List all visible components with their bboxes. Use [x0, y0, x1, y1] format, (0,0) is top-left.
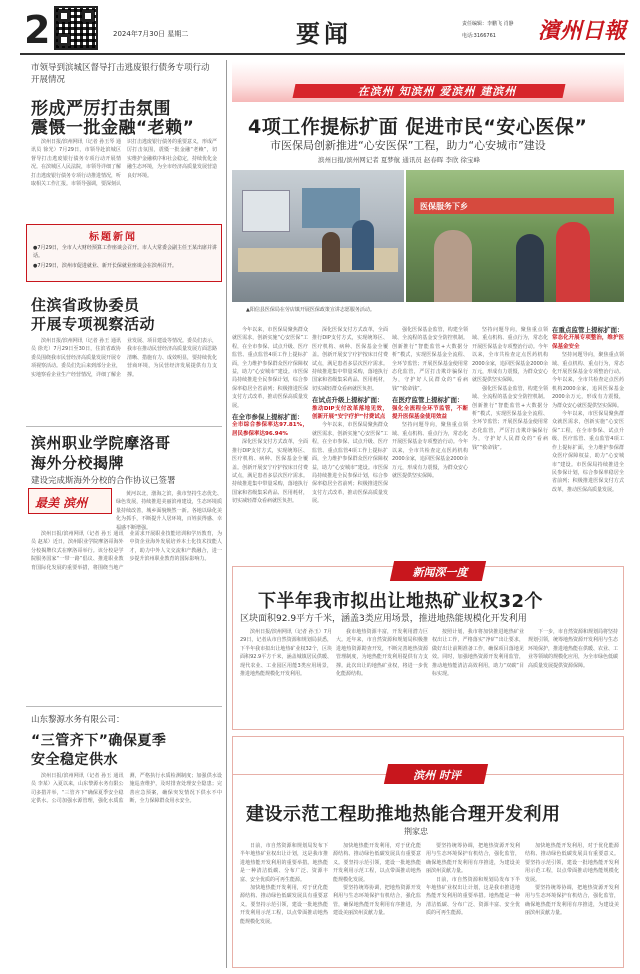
commentary-paragraph: 加快地热能开发利用，对于优化能源结构、推动绿色低碳发展具有重要意义。要坚持示范引领，建设一批地热能开发利用示范工程，以点带面推动地热能规模化发展。	[240, 885, 328, 925]
commentary-title: 建设示范工程助推地热能合理开发利用	[246, 804, 561, 825]
jiyi-paragraph: 黄河以北，渤海之滨，我市坚持生态优先、绿色发展，持续推进美丽滨州建设，生态环境质量持续改善，城乡面貌焕然一新。各地以绿化美化为抓手，不断提升人居环境，百姓获得感、幸福感不断增强。	[116, 491, 222, 531]
water-kicker: 山东黎源水务有限公司：	[31, 715, 125, 725]
news-box-item-2: ●7月29日，滨州市促进就业、新开长保就业座谈会在滨州召开。	[33, 263, 177, 269]
clinic-person	[352, 220, 374, 270]
jiyi-badge-text: 最美 滨州	[35, 496, 88, 510]
medical-subhead-2-detail: 推动DIP支付改革落地见效，创新开展“安宁疗护”付费试点	[312, 405, 388, 421]
deep-paragraph: 滨州日报/滨州网讯（记者 孙玉）7月29日，记者从市自然资源和规划局获悉，下半年我市拟出让地热矿业权32个，区块面积92.9平方千米，涵盖城镇居民供暖、现代农业、工业园区用能3类应用场景，推进地热能规模化开发利用。	[240, 629, 332, 678]
college-title-line1: 滨州职业学院摩洛哥	[31, 434, 171, 452]
water-title-line1: “三管齐下”确保夏季	[31, 733, 167, 749]
commentary-paragraph: 日前，市自然资源和规划局发布下半年地热矿业权出让计划，这是我市推进地热能开发利用的重要举措。地热能是一种清洁低碳、分布广泛、资源丰富、安全优质的可再生能源。	[240, 843, 328, 883]
commentary-badge-text: 滨州 时评	[413, 769, 461, 782]
medical-subhead-2: 在试点升级上提标扩面：	[312, 396, 384, 405]
deep-paragraph: 我市地热资源丰富，开发利用潜力巨大。近年来，市自然资源和规划局积极推进地热资源勘查开发，不断完善地热资源管理制度，为地热能开发利用提供有力支撑。此次出让的地热矿业权，将进一步优化能源结构。	[336, 629, 428, 678]
medical-title: 4项工作提标扩面 促进市民“安心医保”	[248, 116, 588, 138]
cppcc-body	[31, 337, 217, 421]
cppcc-paragraph: 滨州日报/滨州网讯（记者 孙王 通讯员 徐光）7月29日至30日，住滨省政协委员围绕我市民营经济高质量发展开展专项视察活动。委员们先后来到部分企业，实地察看企业生产经营情况，详细了解企业发展、项目建设等情况。委员们表示，我市在推动民营经济高质量发展方面思路清晰、措施有力、成效明显，要持续优化营商环境，为民营经济发展提供有力支撑。	[31, 338, 218, 378]
phone-line: 电话:3166761	[462, 33, 496, 39]
commentary-col-1	[240, 842, 328, 964]
photo-volunteers	[406, 170, 624, 302]
header-rule	[20, 53, 625, 55]
deep-paragraph: 按照计划，我市将加快推进地热矿业权出让工作，严格落实“净矿”出让要求，做好出让前期准备工作，确保项目落地见效。同时，加强地热资源开发利用监管，推动地热能清洁高效利用，助力“双碳”目标实现。	[432, 629, 524, 678]
deep-col-2	[336, 628, 428, 726]
medical-subhead-4-detail: 常态化开展专项整治，维护医保基金安全	[552, 335, 624, 350]
deep-title: 下半年我市拟出让地热矿业权32个	[258, 591, 544, 612]
water-paragraph: 滨州日报/滨州网讯（记者 孙玉 通讯员 李某）入夏以来，山东黎源水务有限公司多措并举，“三管齐下”确保夏季安全稳定供水。公司加强水源管理，强化水质监测，严格执行水质检测制度；加强供水设施巡查维护，及时排查处理安全隐患；完善应急预案，确保突发情况下供水不中断，全力保障群众用水安全。	[31, 773, 222, 805]
clinic-window	[302, 188, 360, 228]
news-box	[26, 224, 222, 282]
slogan-banner	[232, 62, 624, 102]
column-divider	[226, 60, 227, 968]
volunteer-person	[556, 222, 590, 302]
commentary-paragraph: 加快地热能开发利用，对于优化能源结构、推动绿色低碳发展具有重要意义。要坚持示范引领，建设一批地热能开发利用示范工程，以点带面推动地热能规模化发展。	[333, 843, 421, 883]
medical-col-3	[392, 326, 468, 562]
medical-col-1	[232, 326, 308, 562]
lead-kicker: 市领导到滨城区督导打击逃废银行债务专项行动开展情况	[31, 63, 210, 85]
jiyi-badge	[28, 488, 112, 514]
medical-subhead-3-detail: 强化全流程全环节监管，不断提升医保基金使用效益	[392, 405, 468, 421]
medical-col-5	[552, 326, 624, 562]
commentary-paragraph: 日前，市自然资源和规划局发布下半年地热矿业权出让计划，这是我市推进地热能开发利用的重要举措。地热能是一种清洁低碳、分布广泛、资源丰富、安全优质的可再生能源。	[426, 876, 520, 917]
medical-paragraph: 强化医保基金监管，构建全领域、全流程的基金安全防控机制。创新推行“智能监管+大数据分析”模式，实现医保基金全流程、全环节监管；开展医保基金使用常态化监管，严厉打击欺诈骗保行为，守护好人民群众的“看病钱”“救命钱”。	[392, 327, 468, 392]
medical-paragraph: 坚持问题导向，聚焦重点领域、重点机构、重点行为，常态化开展医保基金专项整治行动。今年以来，全市共检查定点医药机构2000余家，追回医保基金2000余万元，形成有力震慑，为群众安心就医提供坚实保障。	[552, 352, 624, 409]
medical-col-2	[312, 326, 388, 562]
college-subtitle: 建设完成斯海外分校的合作协议已签署	[31, 476, 176, 486]
news-box-item-1: ●7月29日，全市人大财经预算工作座谈会召开。市人大常委会副主任王某出席并讲话。	[33, 245, 217, 260]
college-title-line2: 海外分校揭牌	[31, 454, 125, 472]
newspaper-logo: 濱州日報	[538, 18, 627, 44]
cppcc-title-line1: 住滨省政协委员	[31, 296, 140, 314]
clinic-person	[322, 232, 340, 272]
divider	[26, 426, 222, 427]
slogan-text: 在滨州 知滨州 爱滨州 建滨州	[357, 85, 517, 98]
medical-paragraph: 深化医保支付方式改革，全面推行DIP支付方式，实现统筹区、医疗机构、病种、医保基金全覆盖。创新开展安宁疗护按床日付费试点，满足患者多层次医疗需求。持续推进集中带量采购，落地执行国家和省级集采药品、医用耗材，切实减轻群众看病就医负担。	[312, 327, 388, 392]
college-body	[31, 530, 222, 700]
elder-person	[434, 230, 472, 302]
qr-code	[54, 6, 98, 50]
commentary-author: 荆家忠	[404, 827, 428, 836]
deep-col-4	[528, 628, 618, 726]
medical-paragraph: 今年以来，市医保局聚焦群众就医需求，创新实施“心安医保”工程，在全市参保、试点升级、医疗监管、重点监管4项工作上提标扩面，全力维护参保群众医疗保障权益，助力“心安城市”建设。市医保局持续推进全民参保计划，综合参保率稳居全省前列；积极推进医保支付方式改革，推动医保高质量发展。	[552, 411, 624, 493]
jiyi-body	[116, 490, 222, 531]
deep-paragraph: 下一步，市自然资源和规划局将坚持规划引领，统筹地热资源开发利用与生态环境保护，推进地热能在供暖、农业、工业等领域的规模化应用，为全市绿色低碳高质量发展提供资源保障。	[528, 629, 619, 669]
photo-clinic	[232, 170, 404, 302]
commentary-col-3	[426, 842, 520, 964]
college-paragraph: 滨州日报/滨州网讯（记者 孙玉 通讯员 赵某）近日，滨州职业学院摩洛哥海外分校揭牌仪式在摩洛哥举行。该分校是学院服务国家“一带一路”倡议、推进职业教育国际化发展的重要举措，将围绕当地产业需求开展职业技能培训和学历教育，为中资企业海外发展培养本土化技术技能人才，助力中外人文交流和产教融合，进一步提升滨州职业教育的国际影响力。	[31, 531, 222, 571]
deep-col-1	[240, 628, 332, 726]
lead-body	[31, 138, 217, 220]
medical-subhead-3: 在医疗监管上提标扩面：	[392, 396, 464, 405]
editor-line: 责任编辑：李鹏飞 肖静	[462, 21, 514, 27]
lead-title-line1: 形成严厉打击氛围	[31, 99, 171, 119]
commentary-paragraph: 要坚持统筹协调，把地热资源开发利用与生态环境保护有机结合，强化监管，确保地热能开发利用有序推进，为建设美丽滨州贡献力量。	[333, 885, 421, 917]
page-date: 2024年7月30日 星期二	[113, 30, 189, 38]
medical-paragraph: 今年以来，市医保局聚焦群众就医需求，创新实施“心安医保”工程，在全市参保、试点升级、医疗监管、重点监管4项工作上提标扩面，全力维护参保群众医疗保障权益，助力“心安城市”建设。市医保局持续推进全民参保计划，综合参保率稳居全省前列；积极推进医保支付方式改革，推动医保高质量发展。	[312, 422, 388, 505]
deep-section-title: 新闻深一度	[412, 566, 468, 579]
medical-byline: 滨州日报/滨州网记者 夏梦航 通讯员 赵春晖 李欣 徐宝峰	[318, 156, 481, 164]
medical-paragraph: 坚持问题导向，聚焦重点领域、重点机构、重点行为，常态化开展医保基金专项整治行动。今年以来，全市共检查定点医药机构2000余家，追回医保基金2000余万元，形成有力震慑，为群众安心就医提供坚实保障。	[392, 422, 468, 479]
news-box-title: 标题新闻	[89, 232, 137, 243]
page-number: 2	[24, 8, 51, 52]
deep-subtitle: 区块面积92.9平方千米，涵盖3类应用场景，推进地热能规模化开发利用	[240, 614, 527, 624]
medical-paragraph: 今年以来，市医保局聚焦群众就医需求，创新实施“心安医保”工程，在全市参保、试点升级、医疗监管、重点监管4项工作上提标扩面，全力维护参保群众医疗保障权益，助力“心安城市”建设。市医保局持续推进全民参保计划，综合参保率稳居全省前列；积极推进医保支付方式改革，推动医保高质量发展。	[232, 327, 308, 409]
photo-caption-line1: ▲阳信县医保局在劳店镇开展医保政策宣讲志愿服务活动。	[246, 307, 375, 313]
commentary-col-2	[333, 842, 421, 964]
medical-paragraph: 强化医保基金监管，构建全领域、全流程的基金安全防控机制。创新推行“智能监管+大数据分析”模式，实现医保基金全流程、全环节监管；开展医保基金使用常态化监管，严厉打击欺诈骗保行为，守护好人民群众的“看病钱”“救命钱”。	[472, 385, 548, 451]
volunteer-banner-text: 医保服务下乡	[420, 202, 468, 211]
page-header	[0, 0, 640, 56]
commentary-paragraph: 加快地热能开发利用，对于优化能源结构、推动绿色低碳发展具有重要意义。要坚持示范引领，建设一批地热能开发利用示范工程，以点带面推动地热能规模化发展。	[525, 843, 619, 883]
cppcc-title-line2: 开展专项视察活动	[31, 315, 156, 333]
section-title: 要闻	[296, 20, 352, 48]
commentary-paragraph: 要坚持统筹协调，把地热资源开发利用与生态环境保护有机结合，强化监管，确保地热能开发利用有序推进，为建设美丽滨州贡献力量。	[426, 843, 520, 875]
lead-paragraph: 滨州日报/滨州网讯（记者 孙玉琴 通讯员 徐光）7月29日，市领导赴滨城区督导打击逃废银行债务专项行动开展情况。在滨城区人民法院，市领导详细了解打击逃废银行债务专项行动推进情况，听取相关工作汇报。市领导强调，要深刻认识打击逃废银行债务的重要意义，形成严厉打击氛围，震慑一批金融“老赖”，切实维护金融秩序和社会稳定，持续优化金融生态环境，为全市经济高质量发展营造良好环境。	[31, 139, 218, 188]
medical-subhead-4: 在重点监管上提标扩面：	[552, 326, 624, 334]
medical-paragraph: 坚持问题导向，聚焦重点领域、重点机构、重点行为，常态化开展医保基金专项整治行动。今年以来，全市共检查定点医药机构2000余家，追回医保基金2000余万元，形成有力震慑，为群众安心就医提供坚实保障。	[472, 327, 548, 384]
medical-subhead-1-detail: 全市综合参保率达97.81%，居民参保率达96.94%	[232, 422, 308, 437]
commentary-paragraph: 要坚持统筹协调，把地热资源开发利用与生态环境保护有机结合，强化监管，确保地热能开发利用有序推进，为建设美丽滨州贡献力量。	[525, 885, 619, 917]
medical-paragraph: 深化医保支付方式改革，全面推行DIP支付方式，实现统筹区、医疗机构、病种、医保基金全覆盖。创新开展安宁疗护按床日付费试点，满足患者多层次医疗需求。持续推进集中带量采购，落地执行国家和省级集采药品、医用耗材，切实减轻群众看病就医负担。	[232, 439, 308, 505]
divider	[26, 706, 222, 707]
clinic-sign-block	[242, 190, 290, 232]
lead-title-line2: 震慑一批金融“老赖”	[31, 118, 195, 138]
medical-subtitle: 市医保局创新推进“心安医保”工程，助力“心安城市”建设	[270, 139, 546, 152]
deep-col-3	[432, 628, 524, 726]
water-body	[31, 772, 222, 968]
water-title-line2: 安全稳定供水	[31, 752, 118, 768]
clinic-desk	[238, 248, 398, 272]
volunteer-person	[516, 234, 544, 302]
commentary-col-4	[525, 842, 619, 964]
medical-col-4	[472, 326, 548, 562]
medical-subhead-1: 在全市参保上提标扩面：	[232, 413, 304, 422]
